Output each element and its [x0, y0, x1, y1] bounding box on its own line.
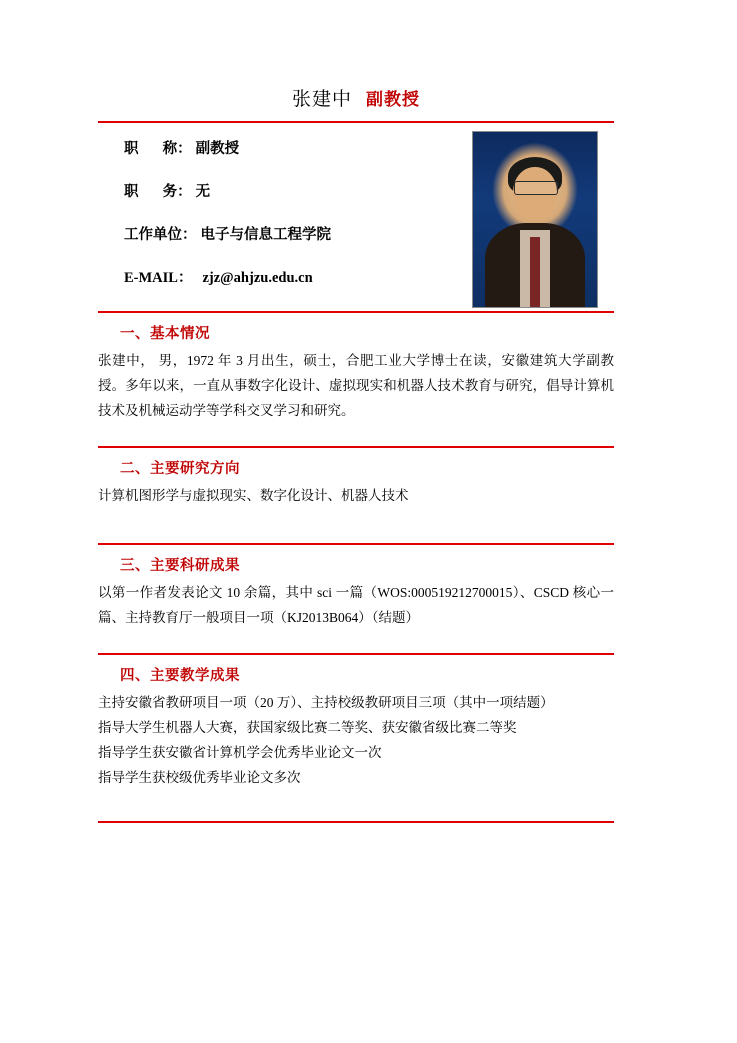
paragraph: 主持安徽省教研项目一项（20 万）、主持校级教研项目三项（其中一项结题）	[98, 694, 554, 710]
section-body-basic-info	[98, 349, 614, 424]
info-value-title: 副教授	[195, 141, 240, 157]
spacer	[98, 424, 614, 446]
section-basic-info	[98, 313, 614, 424]
section-body-teaching-achievements	[98, 691, 614, 791]
section-title-research-areas: 二、主要研究方向	[120, 460, 240, 477]
info-block	[98, 123, 614, 311]
info-lines	[98, 137, 458, 287]
section-teaching-achievements	[98, 655, 614, 791]
document-content	[98, 84, 614, 823]
paragraph: 张建中， 男，1972 年 3 月出生，硕士，合肥工业大学博士在读，安徽建筑大学副教授。多年以来，一直从事数字化设计、虚拟现实和机器人技术教育与研究，倡导计算机技术及机械运动学等学科交叉学习和研究。	[98, 353, 614, 418]
section-body-research-areas	[98, 484, 614, 509]
info-row-workunit	[98, 223, 458, 244]
portrait-tie	[530, 237, 540, 307]
paragraph: 指导学生获安徽省计算机学会优秀毕业论文一次	[98, 744, 382, 760]
section-research-achievements	[98, 545, 614, 631]
section-title-research-achievements: 三、主要科研成果	[120, 557, 240, 574]
paragraph: 计算机图形学与虚拟现实、数字化设计、机器人技术	[98, 487, 409, 503]
info-row-title	[98, 137, 458, 158]
info-label-workunit: 工作单位：	[124, 227, 197, 243]
info-value-email: zjz@ahjzu.edu.cn	[202, 270, 313, 286]
person-rank: 副教授	[366, 90, 420, 109]
section-title-basic-info: 一、基本情况	[120, 326, 210, 342]
paragraph: 以第一作者发表论文 10 余篇，其中 sci 一篇（WOS:000519212700015）、CSCD 核心一篇、主持教育厅一般项目一项（KJ2013B064）（结题）	[98, 584, 614, 625]
info-value-duty: 无	[195, 184, 211, 200]
section-body-research-achievements	[98, 581, 614, 631]
portrait-photo	[472, 131, 598, 308]
spacer	[98, 509, 614, 543]
spacer	[98, 791, 614, 821]
paragraph: 指导大学生机器人大赛，获国家级比赛二等奖、获安徽省级比赛二等奖	[98, 719, 517, 735]
info-label-duty: 职 务：	[124, 184, 192, 200]
spacer	[98, 631, 614, 653]
section-title-teaching-achievements: 四、主要教学成果	[120, 667, 240, 684]
paragraph: 指导学生获校级优秀毕业论文多次	[98, 769, 301, 785]
section-research-areas	[98, 448, 614, 509]
portrait-glasses	[514, 181, 558, 195]
divider-bottom	[98, 821, 614, 823]
info-value-workunit: 电子与信息工程学院	[200, 227, 331, 243]
info-label-email: E-MAIL：	[124, 270, 193, 286]
page-title	[98, 84, 614, 111]
info-row-email	[98, 266, 458, 287]
info-label-title: 职 称：	[124, 141, 192, 157]
info-row-duty	[98, 180, 458, 201]
person-name: 张建中	[291, 89, 352, 110]
